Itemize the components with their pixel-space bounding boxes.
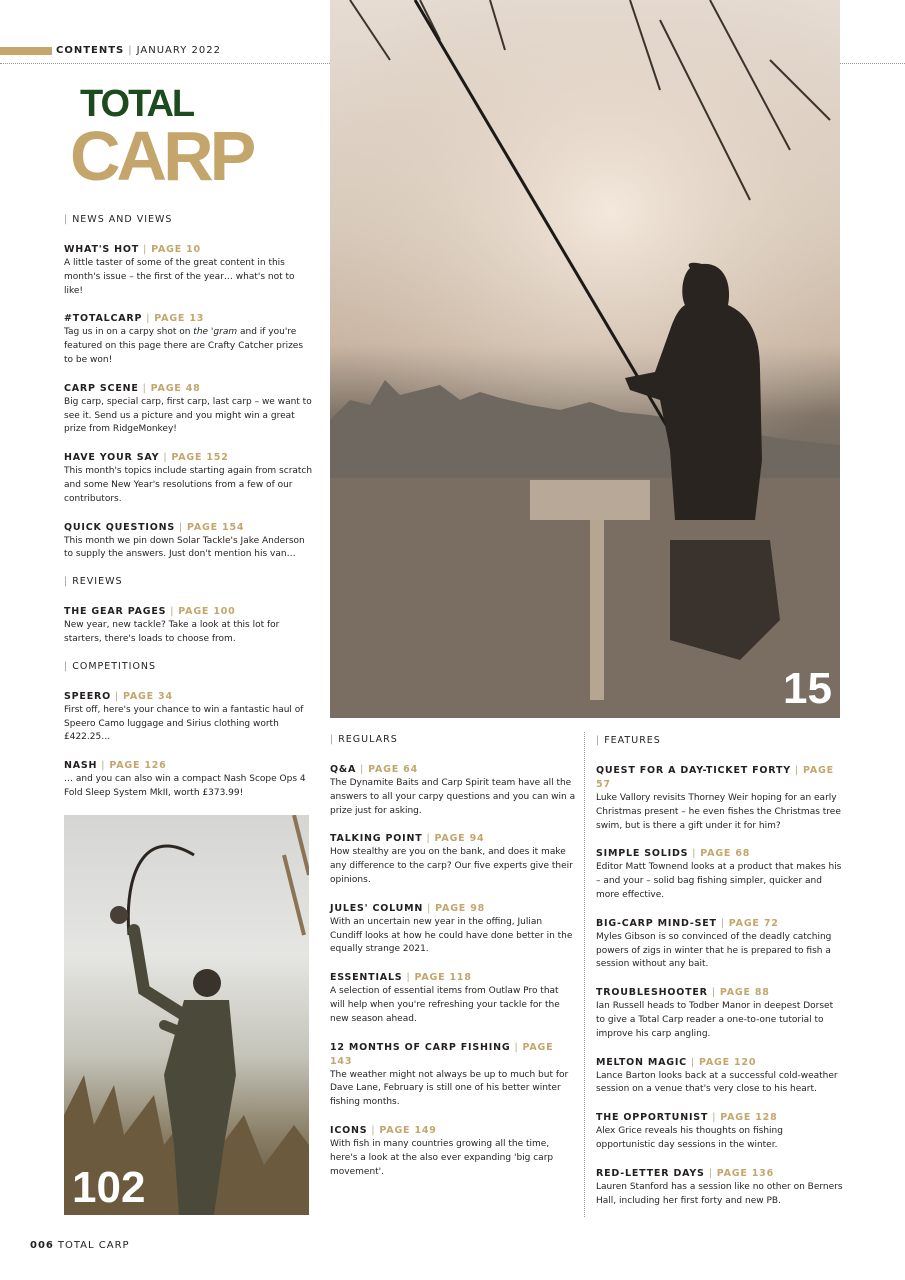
toc-entry-talking-point[interactable]: TALKING POINT | PAGE 94 How stealthy are you on the bank, and does it make any difference to the carp? Our five experts give their opinions.	[330, 833, 573, 885]
header-issue: JANUARY 2022	[136, 45, 221, 56]
toc-entry-red-letter-days[interactable]: RED-LETTER DAYS | PAGE 136 Lauren Stanford has a session like no other on Berners Hall, including her first forty and new PB.	[596, 1167, 843, 1206]
page-footer	[30, 1240, 130, 1251]
main-photo-illustration	[330, 0, 840, 718]
section-regulars-label: | REGULARS	[330, 734, 398, 745]
toc-entry-carp-scene[interactable]: CARP SCENE | PAGE 48 Big carp, special carp, first carp, last carp – we want to see it. Send us a picture and you might win a great prize from RidgeMonkey!	[64, 382, 312, 435]
header-dotted-rule-right	[840, 63, 905, 64]
logo-carp: CARP	[70, 117, 253, 190]
footer-page-number: 006	[30, 1240, 54, 1251]
features-column	[596, 735, 844, 1222]
toc-entry-day-ticket-forty[interactable]: QUEST FOR A DAY-TICKET FORTY | PAGE 57 Luke Vallory revisits Thorney Weir hoping for an early Christmas present – he even fishes the Christmas tree swim, but is there a gift under it for him?	[596, 765, 841, 831]
small-photo-angler-playing-fish[interactable]	[64, 815, 309, 1215]
toc-entry-whats-hot[interactable]: WHAT'S HOT | PAGE 10 A little taster of some of the great content in this month's issue – the first of the year… what's not to like!	[64, 244, 295, 296]
toc-entry-nash[interactable]: NASH | PAGE 126 … and you can also win a compact Nash Scope Ops 4 Fold Sleep System MkII, worth £373.99!	[64, 760, 306, 798]
section-features-label: | FEATURES	[596, 735, 661, 746]
small-photo-page-number: 102	[72, 1163, 146, 1212]
toc-entry-gear-pages[interactable]: THE GEAR PAGES | PAGE 100 New year, new tackle? Take a look at this lot for starters, there's loads to choose from.	[64, 606, 280, 644]
main-photo-page-number: 15	[783, 664, 832, 713]
left-column	[64, 214, 314, 815]
section-reviews-label: | REVIEWS	[64, 576, 123, 588]
toc-entry-simple-solids[interactable]: SIMPLE SOLIDS | PAGE 68 Editor Matt Townend looks at a product that makes his – and your – solid bag fishing simpler, quicker and more effective.	[596, 848, 842, 900]
total-carp-logo	[70, 80, 265, 190]
toc-entry-troubleshooter[interactable]: TROUBLESHOOTER | PAGE 88 Ian Russell heads to Todber Manor in deepest Dorset to give a Total Carp reader a one-to-one tutorial to improve his carp angling.	[596, 987, 834, 1039]
header-section: CONTENTS	[56, 45, 125, 56]
toc-entry-big-carp-mind-set[interactable]: BIG-CARP MIND-SET | PAGE 72 Myles Gibson is so convinced of the deadly catching powers of zigs in winter that he is prepared to fish a session without any bait.	[596, 917, 832, 970]
toc-entry-jules-column[interactable]: JULES' COLUMN | PAGE 98 With an uncertain new year in the offing, Julian Cundiff looks at how he could have done better in the equally strange 2021.	[330, 902, 573, 955]
toc-entry-icons[interactable]: ICONS | PAGE 149 With fish in many countries growing all the time, here's a look at the also ever expanding 'big carp movement'.	[330, 1124, 554, 1177]
section-competitions-label: | COMPETITIONS	[64, 660, 157, 672]
toc-entry-quick-questions[interactable]: QUICK QUESTIONS | PAGE 154 This month we pin down Solar Tackle's Jake Anderson to supply the answers. Just don't mention his van…	[64, 521, 305, 560]
toc-entry-melton-magic[interactable]: MELTON MAGIC | PAGE 120 Lance Barton looks back at a successful cold-weather session on a venue that's very close to his heart.	[596, 1056, 838, 1095]
toc-entry-speero[interactable]: SPEERO | PAGE 34 First off, here's your chance to win a fantastic haul of Speero Camo luggage and Sirius clothing worth £422.25…	[64, 690, 304, 743]
section-news-label: | NEWS AND VIEWS	[64, 214, 173, 225]
header-accent-bar	[0, 47, 52, 55]
toc-entry-12-months[interactable]: 12 MONTHS OF CARP FISHING | PAGE 143 The weather might not always be up to much but for Dave Lane, February is still one of his better winter fishing months.	[330, 1041, 569, 1108]
footer-magazine-name: TOTAL CARP	[57, 1240, 130, 1251]
page-header	[56, 45, 221, 56]
toc-entry-opportunist[interactable]: THE OPPORTUNIST | PAGE 128 Alex Grice reveals his thoughts on fishing opportunistic day sessions in the winter.	[596, 1112, 783, 1150]
column-dotted-divider	[584, 732, 585, 1217]
logo-total: TOTAL	[80, 83, 194, 125]
main-photo-angler-sunset[interactable]	[330, 0, 840, 718]
header-divider: |	[128, 45, 133, 56]
toc-entry-have-your-say[interactable]: HAVE YOUR SAY | PAGE 152 This month's topics include starting again from scratch and some New Year's resolutions from a few of our contributors.	[64, 452, 313, 504]
toc-entry-qa[interactable]: Q&A | PAGE 64 The Dynamite Baits and Carp Spirit team have all the answers to all your carpy questions and you can win a prize just for asking.	[330, 764, 576, 816]
small-photo-illustration	[64, 815, 309, 1215]
header-dotted-rule	[0, 63, 330, 64]
toc-entry-essentials[interactable]: ESSENTIALS | PAGE 118 A selection of essential items from Outlaw Pro that will help when you're refreshing your tackle for the new season ahead.	[330, 972, 560, 1024]
regulars-column	[330, 734, 576, 1193]
toc-entry-totalcarp[interactable]: #TOTALCARP | PAGE 13 Tag us in on a carpy shot on the 'gram and if you're featured on this page there are Crafty Catcher prizes to be won!	[64, 313, 304, 365]
